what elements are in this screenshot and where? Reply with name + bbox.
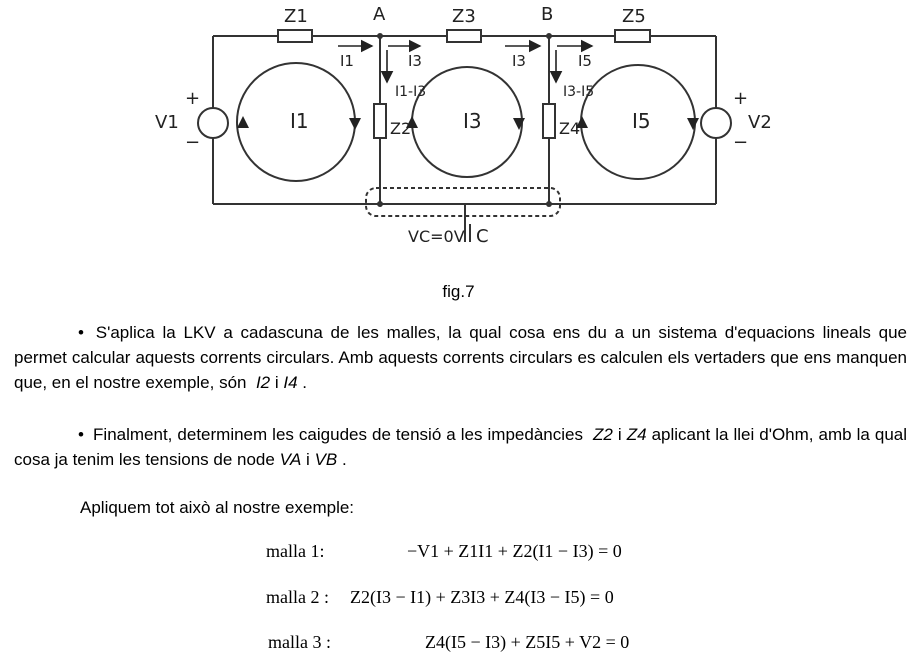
node-a-label: A <box>373 4 386 25</box>
z2-resistor <box>374 104 386 138</box>
var-i2: I2 <box>255 373 271 392</box>
z1-label: Z1 <box>284 6 308 27</box>
conj: i <box>617 425 622 444</box>
mesh-current-2-label: I3 <box>463 109 482 133</box>
equation-3-label: malla 3 : <box>268 632 331 652</box>
mesh1-arrow-left <box>237 116 249 128</box>
z3-resistor <box>447 30 481 42</box>
v1-minus: − <box>185 132 201 153</box>
z4-label: Z4 <box>559 119 581 138</box>
z2-label: Z2 <box>390 119 412 138</box>
z5-resistor <box>615 30 650 42</box>
v2-label: V2 <box>748 112 772 133</box>
mesh-current-1-label: I1 <box>290 109 309 133</box>
equation-1-label: malla 1: <box>266 541 325 561</box>
bullet: • <box>78 425 84 444</box>
i3-i5-label: I3-I5 <box>563 84 595 100</box>
paragraph-1-text: S'aplica la LKV a cadascuna de les malles, la qual cosa ens du a un sistema d'equacions lineals que permet calcular aquests corrents circulars. Amb aquests corrents circulars es calculen els vertaders que ens manquen que, en el nostre exemple, són <box>14 323 907 392</box>
paragraph-2-text-2: aplicant la llei d'Ohm, amb la qual cosa ja tenim les tensions de node <box>14 425 908 469</box>
paragraph-1 <box>14 320 907 395</box>
v1-label: V1 <box>155 112 179 133</box>
equation-3: Z4(I5 − I3) + Z5I5 + V2 = 0 <box>425 632 630 652</box>
z5-label: Z5 <box>622 6 646 27</box>
mesh2-arrow-right <box>513 118 525 130</box>
var-i4: I4 <box>283 373 298 392</box>
node-b-label: B <box>541 4 554 25</box>
v1-plus: + <box>185 88 201 109</box>
equation-1: −V1 + Z1I1 + Z2(I1 − I3) = 0 <box>407 541 622 561</box>
node-a-top <box>377 33 383 39</box>
conj: i <box>306 450 310 469</box>
bullet: • <box>78 323 84 342</box>
z1-resistor <box>278 30 312 42</box>
var-va: VA <box>279 450 302 469</box>
i3b-branch-label: I3 <box>512 52 526 70</box>
z3-label: Z3 <box>452 6 476 27</box>
equation-2-label: malla 2 : <box>266 587 329 607</box>
i1-i3-label: I1-I3 <box>395 84 427 100</box>
node-c-label: C <box>476 226 489 247</box>
node-a-bottom <box>377 201 383 207</box>
i1-branch-label: I1 <box>340 52 354 70</box>
node-b-top <box>546 33 552 39</box>
node-b-bottom <box>546 201 552 207</box>
ground-dashed-box <box>366 188 560 216</box>
ground-symbol <box>465 204 470 242</box>
intro-text: Apliquem tot això al nostre exemple: <box>80 498 355 517</box>
mesh3-arrow-right <box>687 118 699 130</box>
var-vb: VB <box>314 450 338 469</box>
i3a-branch-label: I3 <box>408 52 422 70</box>
i5-branch-label: I5 <box>578 52 592 70</box>
circuit-diagram <box>0 0 917 270</box>
period: . <box>341 450 347 469</box>
var-z4: Z4 <box>626 425 647 444</box>
v2-source <box>701 108 731 138</box>
figure-caption: fig.7 <box>442 282 475 301</box>
mesh1-arrow-right <box>349 118 361 130</box>
var-z2: Z2 <box>593 425 613 444</box>
conj: i <box>274 373 279 392</box>
z4-resistor <box>543 104 555 138</box>
period: . <box>302 373 308 392</box>
v2-minus: − <box>733 132 749 153</box>
paragraph-2-text: Finalment, determinem les caigudes de tensió a les impedàncies <box>93 425 583 444</box>
ground-voltage-label: VC=0V <box>408 227 465 246</box>
v1-source <box>198 108 228 138</box>
equation-2: Z2(I3 − I1) + Z3I3 + Z4(I3 − I5) = 0 <box>350 587 614 607</box>
v2-plus: + <box>733 88 749 109</box>
mesh-current-3-label: I5 <box>632 109 651 133</box>
paragraph-2 <box>14 422 907 472</box>
